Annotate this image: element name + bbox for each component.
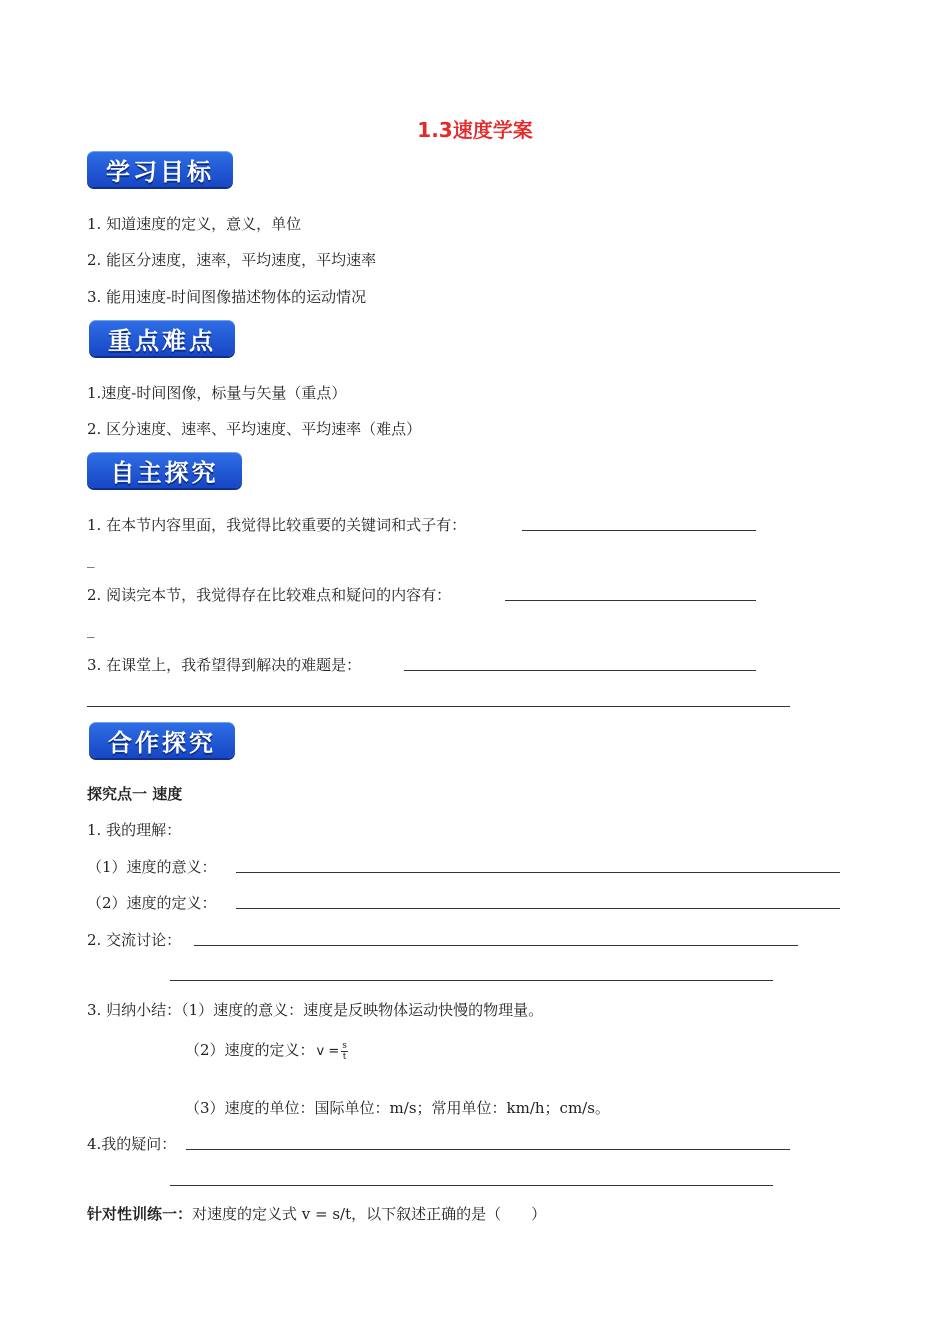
understanding-label: 1. 我的理解： bbox=[87, 821, 182, 839]
formula-denominator: t bbox=[342, 1051, 347, 1062]
formula-fraction bbox=[341, 1041, 348, 1062]
dash-mark: _ bbox=[87, 620, 95, 638]
answer-line[interactable] bbox=[505, 600, 756, 601]
summary-unit: （3）速度的单位：国际单位：m/s；常用单位：km/h；cm/s。 bbox=[185, 1099, 610, 1117]
explore-point-title: 探究点一 速度 bbox=[87, 785, 183, 803]
answer-line[interactable] bbox=[236, 872, 840, 873]
training-text: 对速度的定义式 v = s/t，以下叙述正确的是（ ） bbox=[192, 1205, 547, 1223]
key-point-2: 2. 区分速度、速率、平均速度、平均速率（难点） bbox=[87, 420, 422, 438]
section-badge-self-explore: 自主探究 bbox=[87, 452, 242, 488]
summary-definition-label: （2）速度的定义： bbox=[185, 1041, 315, 1059]
training-question bbox=[87, 1203, 546, 1224]
meaning-label: （1）速度的意义： bbox=[87, 858, 217, 876]
summary-meaning: 3. 归纳小结：（1）速度的意义：速度是反映物体运动快慢的物理量。 bbox=[87, 1001, 544, 1019]
key-point-1: 1.速度-时间图像，标量与矢量（重点） bbox=[87, 384, 347, 402]
answer-line[interactable] bbox=[194, 945, 798, 946]
formula-v: v = bbox=[316, 1044, 340, 1059]
answer-line[interactable] bbox=[404, 670, 756, 671]
answer-line[interactable] bbox=[170, 980, 773, 981]
answer-line[interactable] bbox=[170, 1185, 773, 1186]
self-explore-q3: 3. 在课堂上，我希望得到解决的难题是： bbox=[87, 656, 362, 674]
definition-label: （2）速度的定义： bbox=[87, 894, 217, 912]
self-explore-q1: 1. 在本节内容里面，我觉得比较重要的关键词和式子有： bbox=[87, 516, 467, 534]
section-badge-coop-explore: 合作探究 bbox=[89, 722, 235, 758]
answer-line[interactable] bbox=[186, 1149, 790, 1150]
goal-item-2: 2. 能区分速度，速率，平均速度，平均速率 bbox=[87, 251, 377, 269]
discussion-label: 2. 交流讨论： bbox=[87, 931, 182, 949]
answer-line[interactable] bbox=[522, 530, 756, 531]
training-label: 针对性训练一： bbox=[87, 1205, 193, 1223]
goal-item-1: 1. 知道速度的定义，意义，单位 bbox=[87, 215, 302, 233]
summary-definition bbox=[185, 1039, 348, 1062]
page-title: 1.3速度学案 bbox=[417, 118, 533, 142]
dash-mark: _ bbox=[87, 550, 95, 568]
self-explore-q2: 2. 阅读完本节，我觉得存在比较难点和疑问的内容有： bbox=[87, 586, 452, 604]
answer-line[interactable] bbox=[236, 908, 840, 909]
goal-item-3: 3. 能用速度-时间图像描述物体的运动情况 bbox=[87, 288, 367, 306]
section-badge-key-points: 重点难点 bbox=[89, 320, 235, 356]
section-badge-goals: 学习目标 bbox=[87, 151, 233, 187]
my-question-label: 4.我的疑问： bbox=[87, 1135, 177, 1153]
answer-line[interactable] bbox=[87, 706, 790, 707]
formula-numerator: s bbox=[342, 1040, 347, 1051]
